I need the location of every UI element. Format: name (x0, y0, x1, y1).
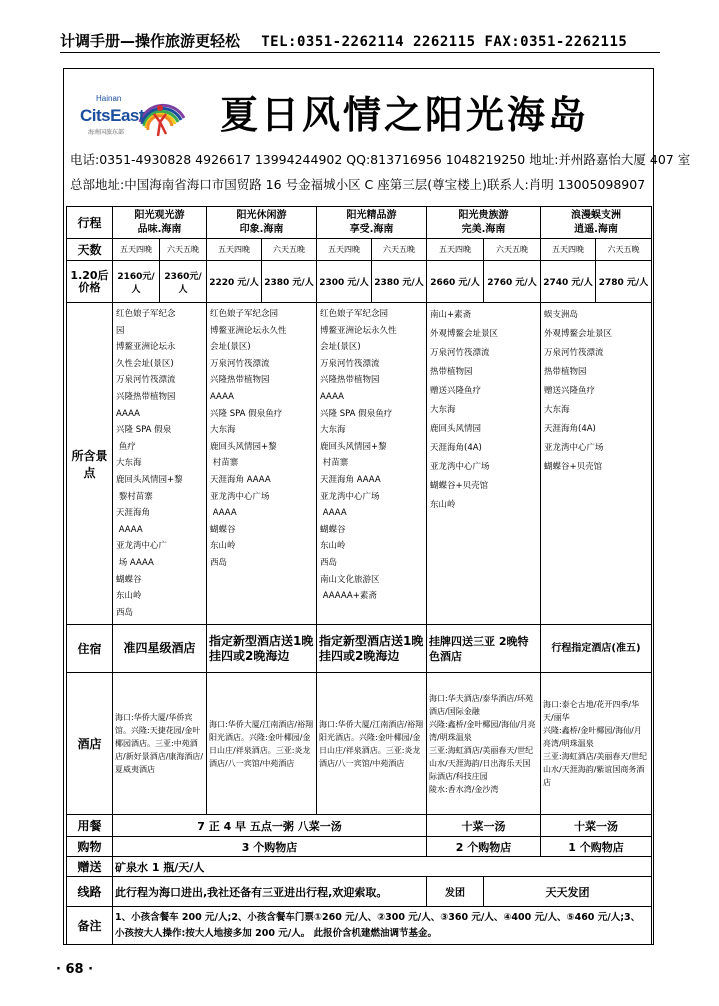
days-cell: 五天四晚 (541, 239, 596, 261)
label-shopping: 购物 (67, 837, 113, 857)
price-cell: 2660 元/人 (427, 261, 484, 303)
row-itinerary (67, 207, 652, 239)
depart-value: 天天发团 (484, 877, 652, 907)
label-stay: 住宿 (67, 625, 113, 673)
label-days: 天数 (67, 239, 113, 261)
row-gift (67, 857, 652, 877)
shopping-p4: 2 个购物店 (427, 837, 541, 857)
logo-hainan-text: Hainan (96, 94, 122, 103)
shopping-main: 3 个购物店 (113, 837, 427, 857)
price-cell: 2380 元/人 (372, 261, 427, 303)
label-spots: 所含景点 (67, 303, 113, 625)
row-route (67, 877, 652, 907)
logo-cn-text: 海南国旅东部 (88, 129, 125, 136)
row-days (67, 239, 652, 261)
spots-list: 南山+素斋 外观博鳌会址景区 万泉河竹筏漂流 热带植物园 赠送兴隆鱼疗 大东海 鹿回头风情园 天涯海角(4A) 亚龙湾中心广场 蝴蝶谷+贝壳馆 东山岭 (430, 310, 499, 510)
product-name: 阳光休闲游 (236, 209, 287, 221)
spots-list: 红色娘子军纪念 园 博鳌亚洲论坛永 久性会址(景区) 万泉河竹筏漂流 兴隆热带植物园 AAAA 兴隆 SPA 假泉 鱼疗 大东海 鹿回头风情园+黎 黎村苗寨 天涯海角 AAAA 亚龙湾中心广 场 AAAA 蝴蝶谷 东山岭 西岛 (116, 309, 183, 618)
price-cell: 2380 元/人 (262, 261, 317, 303)
hotel-cell: 海口:华侨大厦/江南酒店/裕翔阳光酒店。兴隆:金叶椰园/金日山庄/祥泉酒店。三亚:炎龙酒店/八一宾馆/中苑酒店 (207, 673, 317, 815)
spots-list: 红色娘子军纪念园 博鳌亚洲论坛永久性 会址(景区) 万泉河竹筏漂流 兴隆热带植物园 AAAA 兴隆 SPA 假泉鱼疗 大东海 鹿回头风情园+黎 村苗寨 天涯海角 AAAA 亚龙湾中心广场 AAAA 蝴蝶谷 东山岭 西岛 (210, 309, 287, 568)
product-sub: 享受.海南 (349, 223, 394, 235)
stay-cell: 指定新型酒店送1晚挂四或2晚海边 (317, 625, 427, 673)
row-hotel (67, 673, 652, 815)
product-sub: 印象.海南 (239, 223, 284, 235)
meals-main: 7 正 4 早 五点一粥 八菜一汤 (113, 815, 427, 837)
stay-cell: 指定新型酒店送1晚挂四或2晚海边 (207, 625, 317, 673)
notes-value: 1、小孩含餐车 200 元/人;2、小孩含餐车门票①260 元/人、②300 元/人、③360 元/人、④400 元/人、⑤460 元/人;3、小孩按大人操作:按大人地接多加 200 元/人。 此报价含机建燃油调节基金。 (113, 907, 652, 945)
gift-value: 矿泉水 1 瓶/天/人 (113, 857, 652, 877)
row-shopping (67, 837, 652, 857)
product-name: 阳光贵族游 (458, 209, 509, 221)
logo-wordmark: CitsEast (80, 106, 145, 125)
header-rule (60, 52, 660, 53)
price-cell: 2740 元/人 (541, 261, 596, 303)
product-cell (541, 207, 652, 239)
product-cell (427, 207, 541, 239)
product-cell (317, 207, 427, 239)
days-cell: 五天四晚 (207, 239, 262, 261)
tour-table (66, 206, 652, 945)
spots-cell (541, 303, 652, 625)
product-sub: 逍遥.海南 (574, 223, 618, 235)
ad-title: 夏日风情之阳光海岛 (220, 93, 590, 137)
days-cell: 六天五晚 (484, 239, 541, 261)
hotel-cell: 海口:华侨大厦/华侨宾馆。兴隆:天捷花园/金叶椰园酒店。三亚:中苑酒店/新好景酒店/康海酒店/夏威夷酒店 (113, 673, 207, 815)
product-sub: 品味.海南 (137, 223, 182, 235)
manual-title: 计调手册—操作旅游更轻松 (60, 32, 241, 50)
stay-cell: 行程指定酒店(准五) (541, 625, 652, 673)
hotel-cell: 海口:泰仑古地/花开四季/华天/丽华 兴隆:鑫桥/金叶椰园/海仙/月亮湾/明珠温泉 三亚:海虹酒店/美丽春天/世纪山水/天涯海韵/紫谊国商务酒店 (541, 673, 652, 815)
row-price (67, 261, 652, 303)
product-cell (113, 207, 207, 239)
spots-cell (113, 303, 207, 625)
spots-list: 红色娘子军纪念园 博鳌亚洲论坛永久性 会址(景区) 万泉河竹筏漂流 兴隆热带植物园 AAAA 兴隆 SPA 假泉鱼疗 大东海 鹿回头风情园+黎 村苗寨 天涯海角 AAAA 亚龙湾中心广场 AAAA 蝴蝶谷 东山岭 西岛 南山文化旅游区 AAAAA+素斋 (320, 309, 397, 602)
row-meals (67, 815, 652, 837)
stay-cell: 挂牌四送三亚 2晚特色酒店 (427, 625, 541, 673)
label-meals: 用餐 (67, 815, 113, 837)
price-cell: 2760 元/人 (484, 261, 541, 303)
price-cell: 2220 元/人 (207, 261, 262, 303)
meals-p4: 十菜一汤 (427, 815, 541, 837)
product-name: 浪漫蜈支洲 (571, 209, 621, 221)
price-cell: 2160元/人 (113, 261, 160, 303)
product-name: 阳光精品游 (346, 209, 397, 221)
product-cell (207, 207, 317, 239)
days-cell: 五天四晚 (427, 239, 484, 261)
shopping-p5: 1 个购物店 (541, 837, 652, 857)
company-logo (80, 92, 188, 140)
spots-cell (427, 303, 541, 625)
contact-hq-address: 总部地址:中国海南省海口市国贸路 16 号金福城小区 C 座第三层(尊宝楼上)联系人:肖明 13005098907 (70, 177, 646, 192)
stay-cell: 准四星级酒店 (113, 625, 207, 673)
label-gift: 赠送 (67, 857, 113, 877)
spots-cell (317, 303, 427, 625)
meals-p5: 十菜一汤 (541, 815, 652, 837)
product-name: 阳光观光游 (134, 209, 185, 221)
label-itinerary: 行程 (67, 207, 113, 239)
days-cell: 六天五晚 (262, 239, 317, 261)
route-text: 此行程为海口进出,我社还备有三亚进出行程,欢迎索取。 (113, 877, 427, 907)
product-sub: 完美.海南 (461, 223, 506, 235)
label-route: 线路 (67, 877, 113, 907)
price-cell: 2780 元/人 (596, 261, 652, 303)
days-cell: 五天四晚 (317, 239, 372, 261)
days-cell: 六天五晚 (596, 239, 652, 261)
days-cell: 五天四晚 (113, 239, 160, 261)
row-notes (67, 907, 652, 945)
header-contacts: TEL:0351-2262114 2262115 FAX:0351-2262115 (261, 34, 628, 50)
row-spots (67, 303, 652, 625)
label-hotel: 酒店 (67, 673, 113, 815)
days-cell: 六天五晚 (160, 239, 207, 261)
depart-label: 发团 (427, 877, 484, 907)
hotel-cell: 海口:华夫酒店/泰华酒店/环苑酒店/国际金融 兴隆:鑫桥/金叶椰园/海仙/月亮湾/明珠温泉 三亚:海虹酒店/美丽春天/世纪山水/天涯海韵/日出海乐天国际酒店/科技庄园 陵水:香水湾/金沙湾 (427, 673, 541, 815)
price-cell: 2300 元/人 (317, 261, 372, 303)
page-number: · 68 · (56, 962, 94, 977)
label-price: 1.20后价格 (67, 261, 113, 303)
spots-cell (207, 303, 317, 625)
label-notes: 备注 (67, 907, 113, 945)
spots-list: 蜈支洲岛 外观博鳌会址景区 万泉河竹筏漂流 热带植物园 赠送兴隆鱼疗 大东海 天涯海角(4A) 亚龙湾中心广场 蝴蝶谷+贝壳馆 (544, 310, 613, 472)
contact-phones: 电话:0351-4930828 4926617 13994244902 QQ:813716956 1048219250 地址:并州路嘉怡大厦 407 室 (70, 152, 691, 167)
price-cell: 2360元/人 (160, 261, 207, 303)
row-stay (67, 625, 652, 673)
days-cell: 六天五晚 (372, 239, 427, 261)
hotel-cell: 海口:华侨大厦/江南酒店/裕翔阳光酒店。兴隆:金叶椰园/金日山庄/祥泉酒店。三亚:炎龙酒店/八一宾馆/中苑酒店 (317, 673, 427, 815)
